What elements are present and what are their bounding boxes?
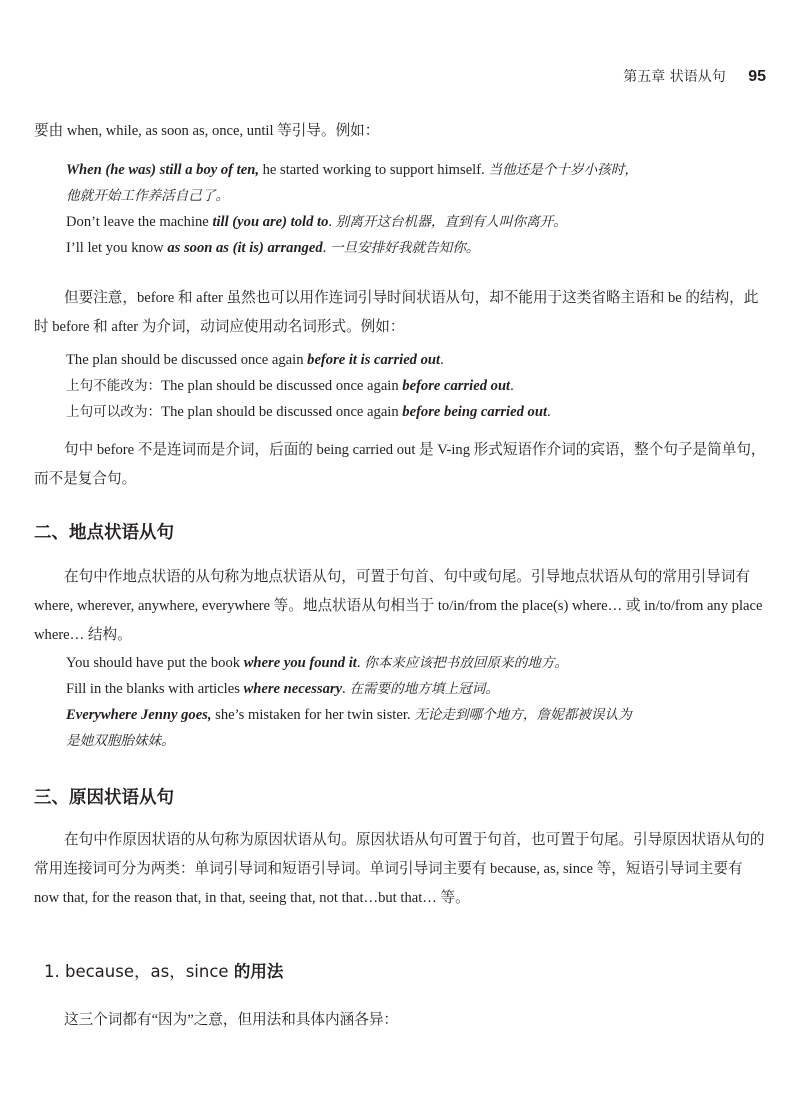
example-emphasis: where you found it bbox=[243, 655, 357, 671]
section-heading-reason-clauses: 三、原因状语从句 bbox=[34, 788, 174, 808]
example-text: . bbox=[342, 681, 350, 697]
example-text: he started working to support himself. bbox=[258, 162, 489, 178]
paragraph-text: 在句中作原因状语的从句称为原因状语从句。原因状语从句可置于句首，也可置于句尾。引导原因状语从句的常用连接词可分为两类：单词引导词和短语引导词。单词引导词主要有 because, as, since 等，短语引导词主要有 now that, for the reason that, in that, seeing that, not that…but that… 等。 bbox=[34, 832, 765, 906]
paragraph-usage-intro bbox=[34, 1006, 766, 1035]
example-line bbox=[66, 399, 756, 425]
example-text: she’s mistaken for her twin sister. bbox=[211, 707, 415, 723]
example-emphasis: before being carried out bbox=[402, 404, 548, 420]
example-text: Fill in the blanks with articles bbox=[66, 681, 244, 697]
example-emphasis: Everywhere Jenny goes, bbox=[66, 707, 212, 723]
example-text: The plan should be discussed once again bbox=[161, 404, 403, 420]
example-translation: 当他还是个十岁小孩时， bbox=[488, 162, 638, 178]
example-line bbox=[66, 157, 756, 183]
running-head bbox=[623, 66, 766, 86]
paragraph-text: 但要注意，before 和 after 虽然也可以用作连词引导时间状语从句，却不能用于这类省略主语和 be 的结构，此时 before 和 after 为介词，动词应使用动名词形式。例如： bbox=[34, 290, 759, 335]
example-translation: 是她双胞胎妹妹。 bbox=[66, 733, 175, 749]
examples-place-clauses bbox=[66, 650, 756, 754]
chapter-title: 第五章 状语从句 bbox=[623, 69, 726, 85]
example-emphasis: till (you are) told to bbox=[212, 214, 329, 230]
examples-time-clauses bbox=[66, 157, 756, 261]
subsection-number: 1. because，as，since bbox=[44, 962, 234, 981]
example-emphasis: where necessary bbox=[243, 681, 343, 697]
paragraph-text: 句中 before 不是连词而是介词，后面的 being carried out 是 V-ing 形式短语作介词的宾语，整个句子是简单句，而不是复合句。 bbox=[34, 442, 766, 487]
paragraph-before-after bbox=[34, 284, 766, 342]
section-heading-place-clauses: 二、地点状语从句 bbox=[34, 523, 174, 543]
example-translation: 你本来应该把书放回原来的地方。 bbox=[364, 655, 569, 671]
example-line bbox=[66, 676, 756, 702]
example-text: . bbox=[510, 378, 514, 394]
intro-text: 要由 when, while, as soon as, once, until 等引导。例如： bbox=[34, 123, 380, 139]
example-translation: 无论走到哪个地方，詹妮都被误认为 bbox=[414, 707, 632, 723]
example-translation: 一旦安排好我就告知你。 bbox=[329, 240, 480, 256]
example-text: . bbox=[356, 655, 365, 671]
intro-paragraph bbox=[34, 117, 766, 146]
example-line bbox=[66, 650, 756, 676]
example-line bbox=[66, 235, 756, 261]
example-emphasis: before it is carried out bbox=[307, 352, 441, 368]
example-line bbox=[66, 702, 756, 728]
subsection-heading-because-as-since bbox=[44, 958, 283, 982]
example-text: The plan should be discussed once again bbox=[161, 378, 403, 394]
example-line bbox=[66, 373, 756, 399]
example-text: The plan should be discussed once again bbox=[66, 352, 308, 368]
page-number: 95 bbox=[748, 68, 766, 85]
paragraph-place-clauses bbox=[34, 563, 766, 650]
example-line-continued bbox=[66, 728, 756, 754]
example-text: I’ll let you know bbox=[66, 240, 168, 256]
example-text: . bbox=[440, 352, 444, 368]
paragraph-explanation bbox=[34, 436, 766, 494]
example-translation: 在需要的地方填上冠词。 bbox=[349, 681, 499, 697]
example-translation: 别离开这台机器，直到有人叫你离开。 bbox=[335, 214, 567, 230]
example-text: . bbox=[328, 214, 336, 230]
example-emphasis: before carried out bbox=[402, 378, 511, 394]
example-text: Don’t leave the machine bbox=[66, 214, 213, 230]
examples-before-after bbox=[66, 347, 756, 425]
example-text: . bbox=[322, 240, 330, 256]
example-emphasis: When (he was) still a boy of ten, bbox=[66, 162, 259, 178]
example-text: You should have put the book bbox=[66, 655, 244, 671]
paragraph-text: 这三个词都有“因为”之意，但用法和具体内涵各异： bbox=[64, 1012, 399, 1028]
example-line bbox=[66, 209, 756, 235]
example-translation: 他就开始工作养活自己了。 bbox=[66, 188, 230, 204]
paragraph-text: 在句中作地点状语的从句称为地点状语从句，可置于句首、句中或句尾。引导地点状语从句的常用引导词有 where, wherever, anywhere, everywhere 等。地点状语从句相当于 to/in/from the place(s) where… 或 in/to/from any place where… 结构。 bbox=[34, 569, 763, 643]
example-line-continued bbox=[66, 183, 756, 209]
example-emphasis: as soon as (it is) arranged bbox=[167, 240, 323, 256]
example-lead: 上句可以改为： bbox=[66, 404, 162, 420]
subsection-title: 的用法 bbox=[233, 962, 284, 981]
paragraph-reason-clauses bbox=[34, 826, 766, 913]
example-lead: 上句不能改为： bbox=[66, 378, 162, 394]
example-text: . bbox=[547, 404, 551, 420]
example-line bbox=[66, 347, 756, 373]
